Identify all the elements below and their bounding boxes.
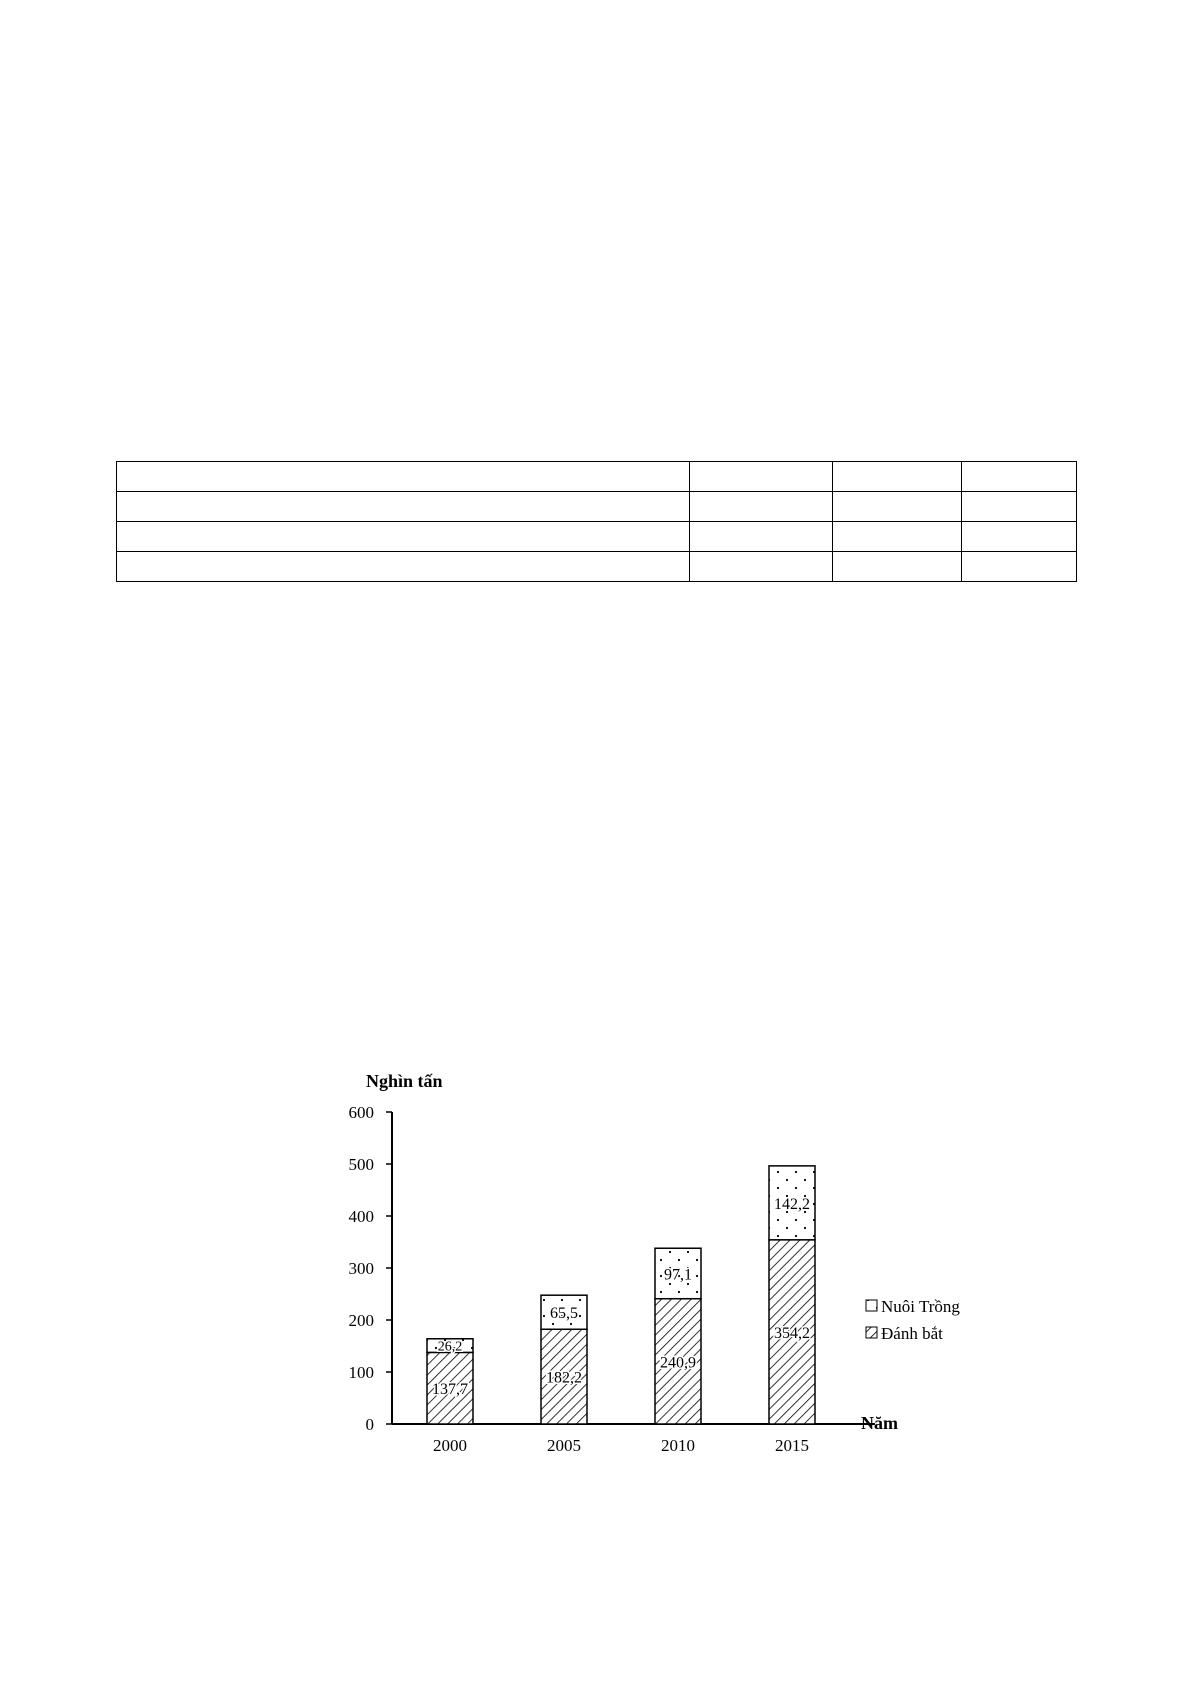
x-tick-label: 2010	[661, 1436, 695, 1455]
y-tick-label: 400	[348, 1207, 374, 1226]
x-tick-label: 2015	[775, 1436, 809, 1455]
y-tick-label: 200	[348, 1311, 374, 1330]
data-label: 97,1	[664, 1266, 692, 1284]
x-axis-title: Năm	[861, 1413, 898, 1433]
legend-swatch	[866, 1327, 877, 1338]
legend-label: Đánh bắt	[881, 1324, 943, 1343]
y-tick-label: 0	[365, 1415, 374, 1434]
legend-swatch	[866, 1300, 877, 1311]
data-label: 182,2	[546, 1369, 582, 1387]
y-tick-label: 300	[348, 1259, 374, 1278]
y-tick-label: 100	[348, 1363, 374, 1382]
x-tick-label: 2005	[547, 1436, 581, 1455]
data-label: 137,7	[432, 1381, 468, 1399]
legend-label: Nuôi Trồng	[881, 1297, 960, 1316]
data-label: 142,2	[774, 1195, 810, 1213]
x-tick-label: 2000	[433, 1436, 467, 1455]
data-label: 354,2	[774, 1324, 810, 1342]
data-label: 65,5	[550, 1305, 578, 1323]
data-label: 26,2	[437, 1339, 463, 1355]
y-tick-label: 500	[348, 1155, 374, 1174]
data-label: 240,9	[660, 1354, 696, 1372]
y-tick-label: 600	[348, 1103, 374, 1122]
y-axis-title: Nghìn tấn	[366, 1071, 443, 1091]
